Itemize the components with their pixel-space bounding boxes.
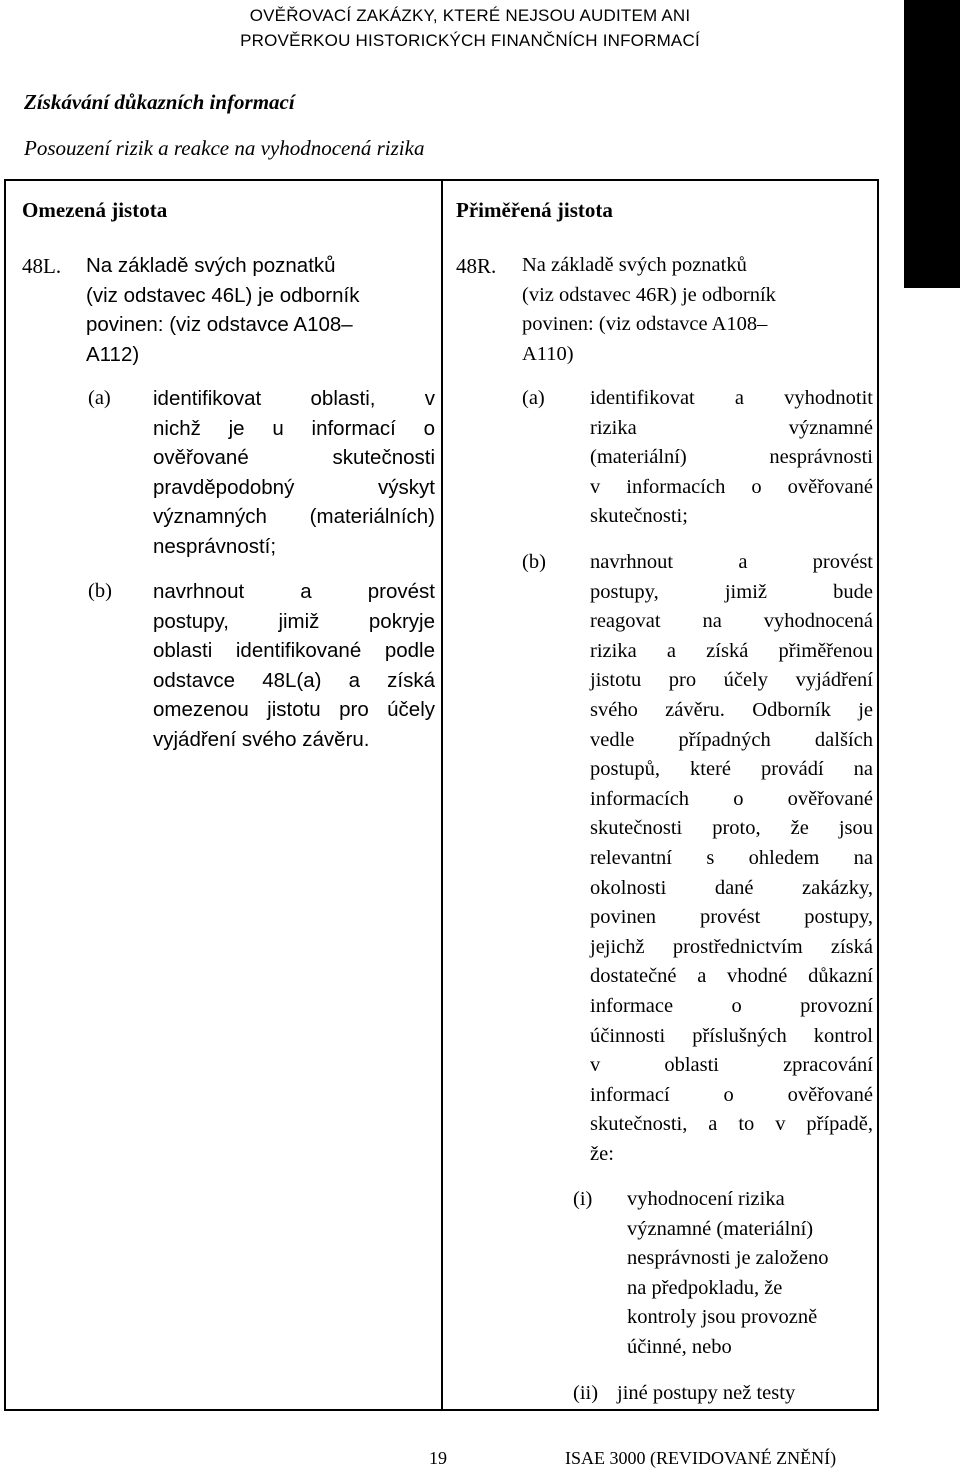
running-header-line-1: OVĚŘOVACÍ ZAKÁZKY, KTERÉ NEJSOU AUDITEM ANI xyxy=(249,6,691,25)
limited-item-b-line: oblasti identifikované podle xyxy=(153,639,435,663)
reasonable-item-a-line: rizika významné xyxy=(590,416,873,439)
standard-reference: ISAE 3000 (REVIDOVANÉ ZNĚNÍ) xyxy=(565,1448,837,1468)
limited-item-label: (a) xyxy=(88,387,111,409)
reasonable-item-a-line: (materiální) nesprávnosti xyxy=(590,446,873,469)
reasonable-item-b-line: jistotu pro účely vyjádření xyxy=(590,669,873,692)
reasonable-item-a-line: v informacích o ověřované xyxy=(590,475,873,498)
reasonable-subitem-ii-line: jiné postupy než testy xyxy=(617,1382,796,1404)
reasonable-subitem-i-line: na předpokladu, že xyxy=(627,1276,783,1299)
section-title: Získávání důkazních informací xyxy=(24,90,295,114)
limited-item-b-line: omezenou jistotu pro účely xyxy=(153,698,435,722)
limited-item-a-line: identifikovat oblasti, v xyxy=(153,387,435,410)
reasonable-intro xyxy=(522,251,842,369)
reasonable-item-b-line: reagovat na vyhodnocená xyxy=(590,610,873,633)
reasonable-item-b-line: postupy, jimiž bude xyxy=(590,580,873,603)
column-divider xyxy=(441,179,443,1411)
reasonable-item-b-line: navrhnout a provést xyxy=(590,551,873,573)
limited-item-b-line: navrhnout a provést xyxy=(153,580,435,603)
reasonable-subitem-i-line: vyhodnocení rizika xyxy=(627,1188,785,1210)
limited-item-b-line: postupy, jimiž pokryje xyxy=(153,609,435,633)
reasonable-item-b xyxy=(590,548,873,1169)
reasonable-item-b-line: informace o provozní xyxy=(590,994,873,1017)
limited-item-a-line: ověřované skutečnosti xyxy=(153,446,435,470)
section-subtitle: Posouzení rizik a reakce na vyhodnocená rizika xyxy=(24,136,425,160)
reasonable-item-b-line: že: xyxy=(590,1142,614,1165)
limited-intro xyxy=(86,251,386,369)
limited-paragraph-number: 48L. xyxy=(22,254,62,278)
reasonable-paragraph-number: 48R. xyxy=(456,254,497,278)
limited-item-a xyxy=(153,384,435,562)
reasonable-item-b-line: postupů, které provádí na xyxy=(590,758,873,781)
reasonable-subitem-i xyxy=(627,1185,873,1363)
reasonable-item-b-line: rizika a získá přiměřenou xyxy=(590,639,873,662)
limited-item-a-line: významných (materiálních) xyxy=(153,505,435,529)
reasonable-subitem-label: (i) xyxy=(573,1188,593,1210)
reasonable-item-b-line: v oblasti zpracování xyxy=(590,1054,873,1077)
limited-intro-line: Na základě svých poznatků xyxy=(86,254,336,277)
reasonable-item-b-line: okolnosti dané zakázky, xyxy=(590,876,873,899)
limited-item-label: (b) xyxy=(88,580,112,602)
limited-intro-line: povinen: (viz odstavce A108– xyxy=(86,313,353,337)
reasonable-intro-line: A110) xyxy=(522,342,574,365)
limited-item-b-line: vyjádření svého závěru. xyxy=(153,727,370,751)
limited-item-b-line: odstavce 48L(a) a získá xyxy=(153,668,435,692)
reasonable-item-b-line: povinen provést postupy, xyxy=(590,906,873,929)
reasonable-item-b-line: dostatečné a vhodné důkazní xyxy=(590,965,873,988)
limited-item-a-line: nichž je u informací o xyxy=(153,416,435,440)
limited-item-a-line: nesprávností; xyxy=(153,534,277,558)
reasonable-item-a xyxy=(590,384,873,532)
reasonable-item-b-line: vedle případných dalších xyxy=(590,728,873,751)
reasonable-item-b-line: relevantní s ohledem na xyxy=(590,846,873,869)
reasonable-item-b-line: účinnosti příslušných kontrol xyxy=(590,1024,873,1047)
reasonable-subitem-i-line: nesprávnosti je založeno xyxy=(627,1247,829,1270)
reasonable-intro-line: povinen: (viz odstavce A108– xyxy=(522,313,768,336)
limited-item-a-line: pravděpodobný výskyt xyxy=(153,475,435,499)
running-header-line-2: PROVĚRKOU HISTORICKÝCH FINANČNÍCH INFORMACÍ xyxy=(240,31,700,50)
reasonable-intro-line: (viz odstavec 46R) je odborník xyxy=(522,283,776,306)
reasonable-item-a-line: identifikovat a vyhodnotit xyxy=(590,387,873,409)
section-tab-marker xyxy=(904,0,960,288)
limited-item-b xyxy=(153,577,435,755)
reasonable-item-b-line: informací o ověřované xyxy=(590,1083,873,1106)
reasonable-item-b-line: informacích o ověřované xyxy=(590,787,873,810)
limited-assurance-heading: Omezená jistota xyxy=(22,198,168,222)
reasonable-subitem-label: (ii) xyxy=(573,1382,599,1404)
reasonable-subitem-i-line: účinné, nebo xyxy=(627,1335,732,1358)
reasonable-item-b-line: jejichž prostřednictvím získá xyxy=(590,935,873,958)
reasonable-intro-line: Na základě svých poznatků xyxy=(522,254,747,276)
limited-intro-line: A112) xyxy=(86,342,140,366)
reasonable-assurance-heading: Přiměřená jistota xyxy=(456,198,613,222)
reasonable-item-label: (a) xyxy=(522,387,545,409)
reasonable-subitem-i-line: kontroly jsou provozně xyxy=(627,1306,818,1329)
reasonable-subitem-i-line: významné (materiální) xyxy=(627,1217,814,1240)
reasonable-item-a-line: skutečnosti; xyxy=(590,505,688,528)
running-header xyxy=(120,3,820,53)
limited-intro-line: (viz odstavec 46L) je odborník xyxy=(86,283,360,307)
reasonable-item-b-line: skutečnosti proto, že jsou xyxy=(590,817,873,840)
reasonable-item-b-line: svého závěru. Odborník je xyxy=(590,698,873,721)
page-number: 19 xyxy=(429,1448,447,1468)
reasonable-subitem-ii xyxy=(617,1379,873,1409)
reasonable-item-label: (b) xyxy=(522,551,546,573)
reasonable-item-b-line: skutečnosti, a to v případě, xyxy=(590,1113,873,1136)
